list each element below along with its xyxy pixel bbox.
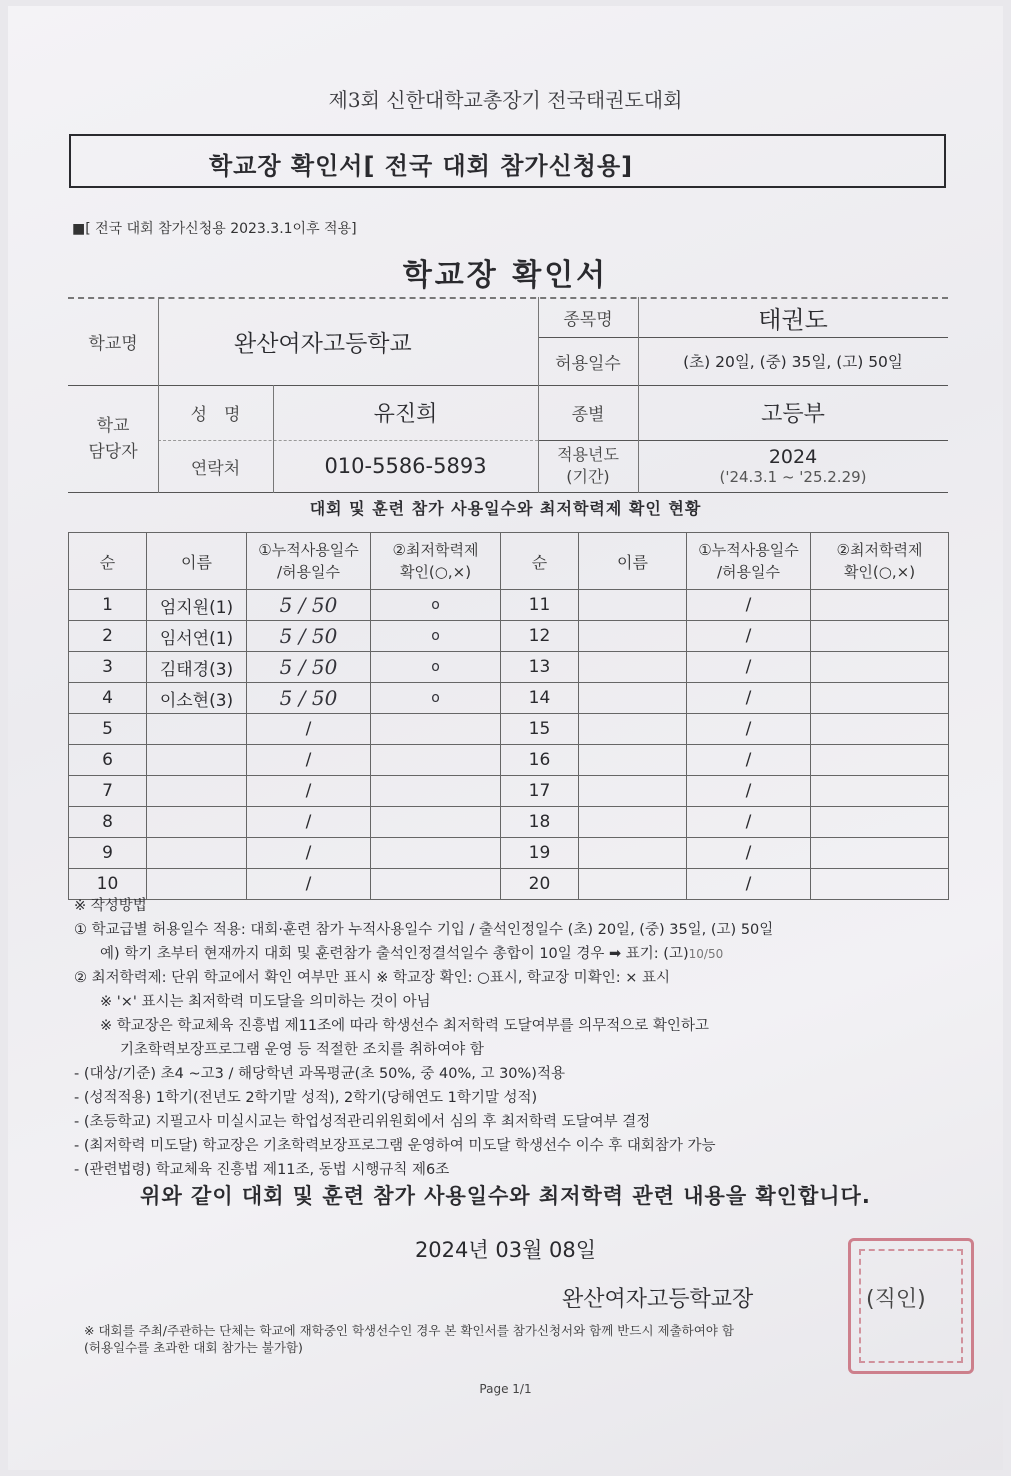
row-days: 5 / 50 [247,652,371,683]
contact-label: 학교 담당자 [88,416,138,462]
row-check [371,776,501,807]
row-name [147,776,247,807]
form-title: 학교장 확인서[ 전국 대회 참가신청용] [209,152,634,180]
detail-5: - (관련법령) 학교체육 진흥법 제11조, 동법 시행규칙 제6조 [74,1162,450,1178]
school-info-table [68,297,948,493]
row-check: o [371,652,501,683]
detail-3: - (초등학교) 지필고사 미실시교는 학업성적관리위원회에서 심의 후 최저학력 도달여부 결정 [74,1114,651,1130]
name-value: 유진희 [373,402,438,427]
note-4b: 기초학력보장프로그램 운영 등 적절한 조치를 취하여야 함 [120,1042,484,1058]
row-number: 5 [69,714,147,745]
row-days: 5 / 50 [247,621,371,652]
row-days-2: / [687,621,811,652]
row-number-2: 18 [501,807,579,838]
applies-note: ■[ 전국 대회 참가신청용 2023.3.1이후 적용] [72,221,357,237]
row-days-2: / [687,807,811,838]
row-check [371,807,501,838]
row-number: 10 [69,869,147,900]
division-label: 종별 [571,405,605,425]
period-value: ('24.3.1 ~ '25.2.29) [719,468,867,486]
row-number-2: 13 [501,652,579,683]
row-name-2 [579,745,687,776]
event-value: 태권도 [758,305,828,334]
row-days-2: / [687,776,811,807]
row-name [147,807,247,838]
table-row [69,745,949,776]
school-label: 학교명 [88,333,138,354]
event-title: 제3회 신한대학교총장기 전국태권도대회 [328,88,683,112]
row-name [147,714,247,745]
col-name: 이름 [147,533,247,590]
row-check: o [371,621,501,652]
detail-1: - (대상/기준) 초4 ~고3 / 해당학년 과목평균(초 50%, 중 40%, 고 30%)적용 [74,1066,565,1082]
row-check: o [371,683,501,714]
note-1b-text: 예) 학기 초부터 현재까지 대회 및 훈련참가 출석인정결석일수 총합이 10일 경우 ➡ 표기: (고) [100,946,689,962]
event-label: 종목명 [563,309,613,330]
row-name-2 [579,621,687,652]
row-name-2 [579,838,687,869]
row-number-2: 12 [501,621,579,652]
row-name: 임서연(1) [147,621,247,652]
row-check-2 [811,807,949,838]
table-row [69,652,949,683]
row-number: 7 [69,776,147,807]
year-label: 적용년도 (기간) [557,445,619,486]
days-label: 허용일수 [555,353,621,374]
row-days-2: / [687,838,811,869]
row-days: / [247,807,371,838]
writing-instructions [74,894,954,1182]
col-name-2: 이름 [579,533,687,590]
footnote [84,1322,734,1356]
row-check-2 [811,652,949,683]
row-check-2 [811,838,949,869]
row-name: 김태경(3) [147,652,247,683]
row-days: / [247,714,371,745]
row-number-2: 16 [501,745,579,776]
detail-2: - (성적적용) 1학기(전년도 2학기말 성적), 2학기(당해연도 1학기말 성적) [74,1090,538,1106]
row-number-2: 19 [501,838,579,869]
main-title: 학교장 확인서 [402,258,609,293]
table-row [69,590,949,621]
row-days: / [247,869,371,900]
note-1b [74,942,954,966]
row-name [147,745,247,776]
col-days-2: ①누적사용일수 /허용일수 [687,533,811,590]
row-days: 5 / 50 [247,683,371,714]
row-name-2 [579,776,687,807]
row-name: 엄지원(1) [147,590,247,621]
principal-name: 완산여자고등학교장 [562,1287,754,1312]
note-1a: ① 학교급별 허용일수 적용: 대회·훈련 참가 누적사용일수 기입 / 출석인정일수 (초) 20일, (중) 35일, (고) 50일 [74,922,774,938]
detail-4: - (최저학력 미도달) 학교장은 기초학력보장프로그램 운영하여 미도달 학생선수 이수 후 대회참가 가능 [74,1138,716,1154]
col-check-2: ②최저학력제 확인(○,×) [811,533,949,590]
footnote-1: ※ 대회를 주최/주관하는 단체는 학교에 재학중인 학생선수인 경우 본 확인서를 참가신청서와 함께 반드시 제출하여야 함 [84,1323,734,1338]
row-check [371,838,501,869]
row-check [371,745,501,776]
confirmation-statement: 위와 같이 대회 및 훈련 참가 사용일수와 최저학력 관련 내용을 확인합니다. [140,1184,871,1208]
row-number: 1 [69,590,147,621]
row-name-2 [579,807,687,838]
row-days-2: / [687,869,811,900]
row-check-2 [811,776,949,807]
row-check-2 [811,621,949,652]
row-number: 6 [69,745,147,776]
days-value: (초) 20일, (중) 35일, (고) 50일 [683,353,903,371]
row-number: 8 [69,807,147,838]
row-name-2 [579,714,687,745]
row-days: / [247,838,371,869]
row-number-2: 20 [501,869,579,900]
row-days: 5 / 50 [247,590,371,621]
row-check-2 [811,683,949,714]
row-number: 9 [69,838,147,869]
notes-title: ※ 작성방법 [74,898,147,914]
row-number-2: 17 [501,776,579,807]
division-value: 고등부 [761,402,825,427]
row-days-2: / [687,590,811,621]
row-days-2: / [687,714,811,745]
row-days: / [247,776,371,807]
row-number-2: 14 [501,683,579,714]
footnote-2: (허용일수를 초과한 대회 참가는 불가함) [84,1340,303,1355]
note-1b-example: 10/50 [688,947,724,961]
row-check: o [371,590,501,621]
table-row [69,683,949,714]
name-label: 성 명 [190,405,241,425]
row-check [371,714,501,745]
row-days: / [247,745,371,776]
table-row [69,714,949,745]
note-4a: ※ 학교장은 학교체육 진흥법 제11조에 따라 학생선수 최저학력 도달여부를 의무적으로 확인하고 [100,1018,709,1034]
roster-header-row [69,533,949,590]
year-cell [638,440,948,492]
row-number: 2 [69,621,147,652]
row-number-2: 15 [501,714,579,745]
row-name: 이소현(3) [147,683,247,714]
table-row [69,807,949,838]
col-check: ②최저학력제 확인(○,×) [371,533,501,590]
row-number-2: 11 [501,590,579,621]
row-number: 4 [69,683,147,714]
row-number: 3 [69,652,147,683]
row-check-2 [811,590,949,621]
phone-value: 010-5586-5893 [324,454,487,478]
phone-label: 연락처 [190,458,241,479]
note-3: ※ '×' 표시는 최저학력 미도달을 의미하는 것이 아님 [100,994,431,1010]
row-check-2 [811,745,949,776]
roster-table [68,532,949,900]
col-no: 순 [69,533,147,590]
row-days-2: / [687,745,811,776]
seal-label: (직인) [866,1287,926,1312]
year-value: 2024 [768,446,818,468]
col-no-2: 순 [501,533,579,590]
row-name-2 [579,683,687,714]
form-title-box [69,134,946,188]
row-days-2: / [687,652,811,683]
col-days: ①누적사용일수 /허용일수 [247,533,371,590]
row-name [147,838,247,869]
note-2: ② 최저학력제: 단위 학교에서 확인 여부만 표시 ※ 학교장 확인: ○표시, 학교장 미확인: × 표시 [74,970,670,986]
roster-section-title: 대회 및 훈련 참가 사용일수와 최저학력제 확인 현황 [309,499,702,518]
school-value: 완산여자고등학교 [234,330,412,357]
row-days-2: / [687,683,811,714]
row-check-2 [811,714,949,745]
table-row [69,776,949,807]
table-row [69,621,949,652]
page-number: Page 1/1 [479,1382,532,1396]
issue-date: 2024년 03월 08일 [414,1238,597,1262]
row-name-2 [579,590,687,621]
table-row [69,838,949,869]
row-name-2 [579,652,687,683]
